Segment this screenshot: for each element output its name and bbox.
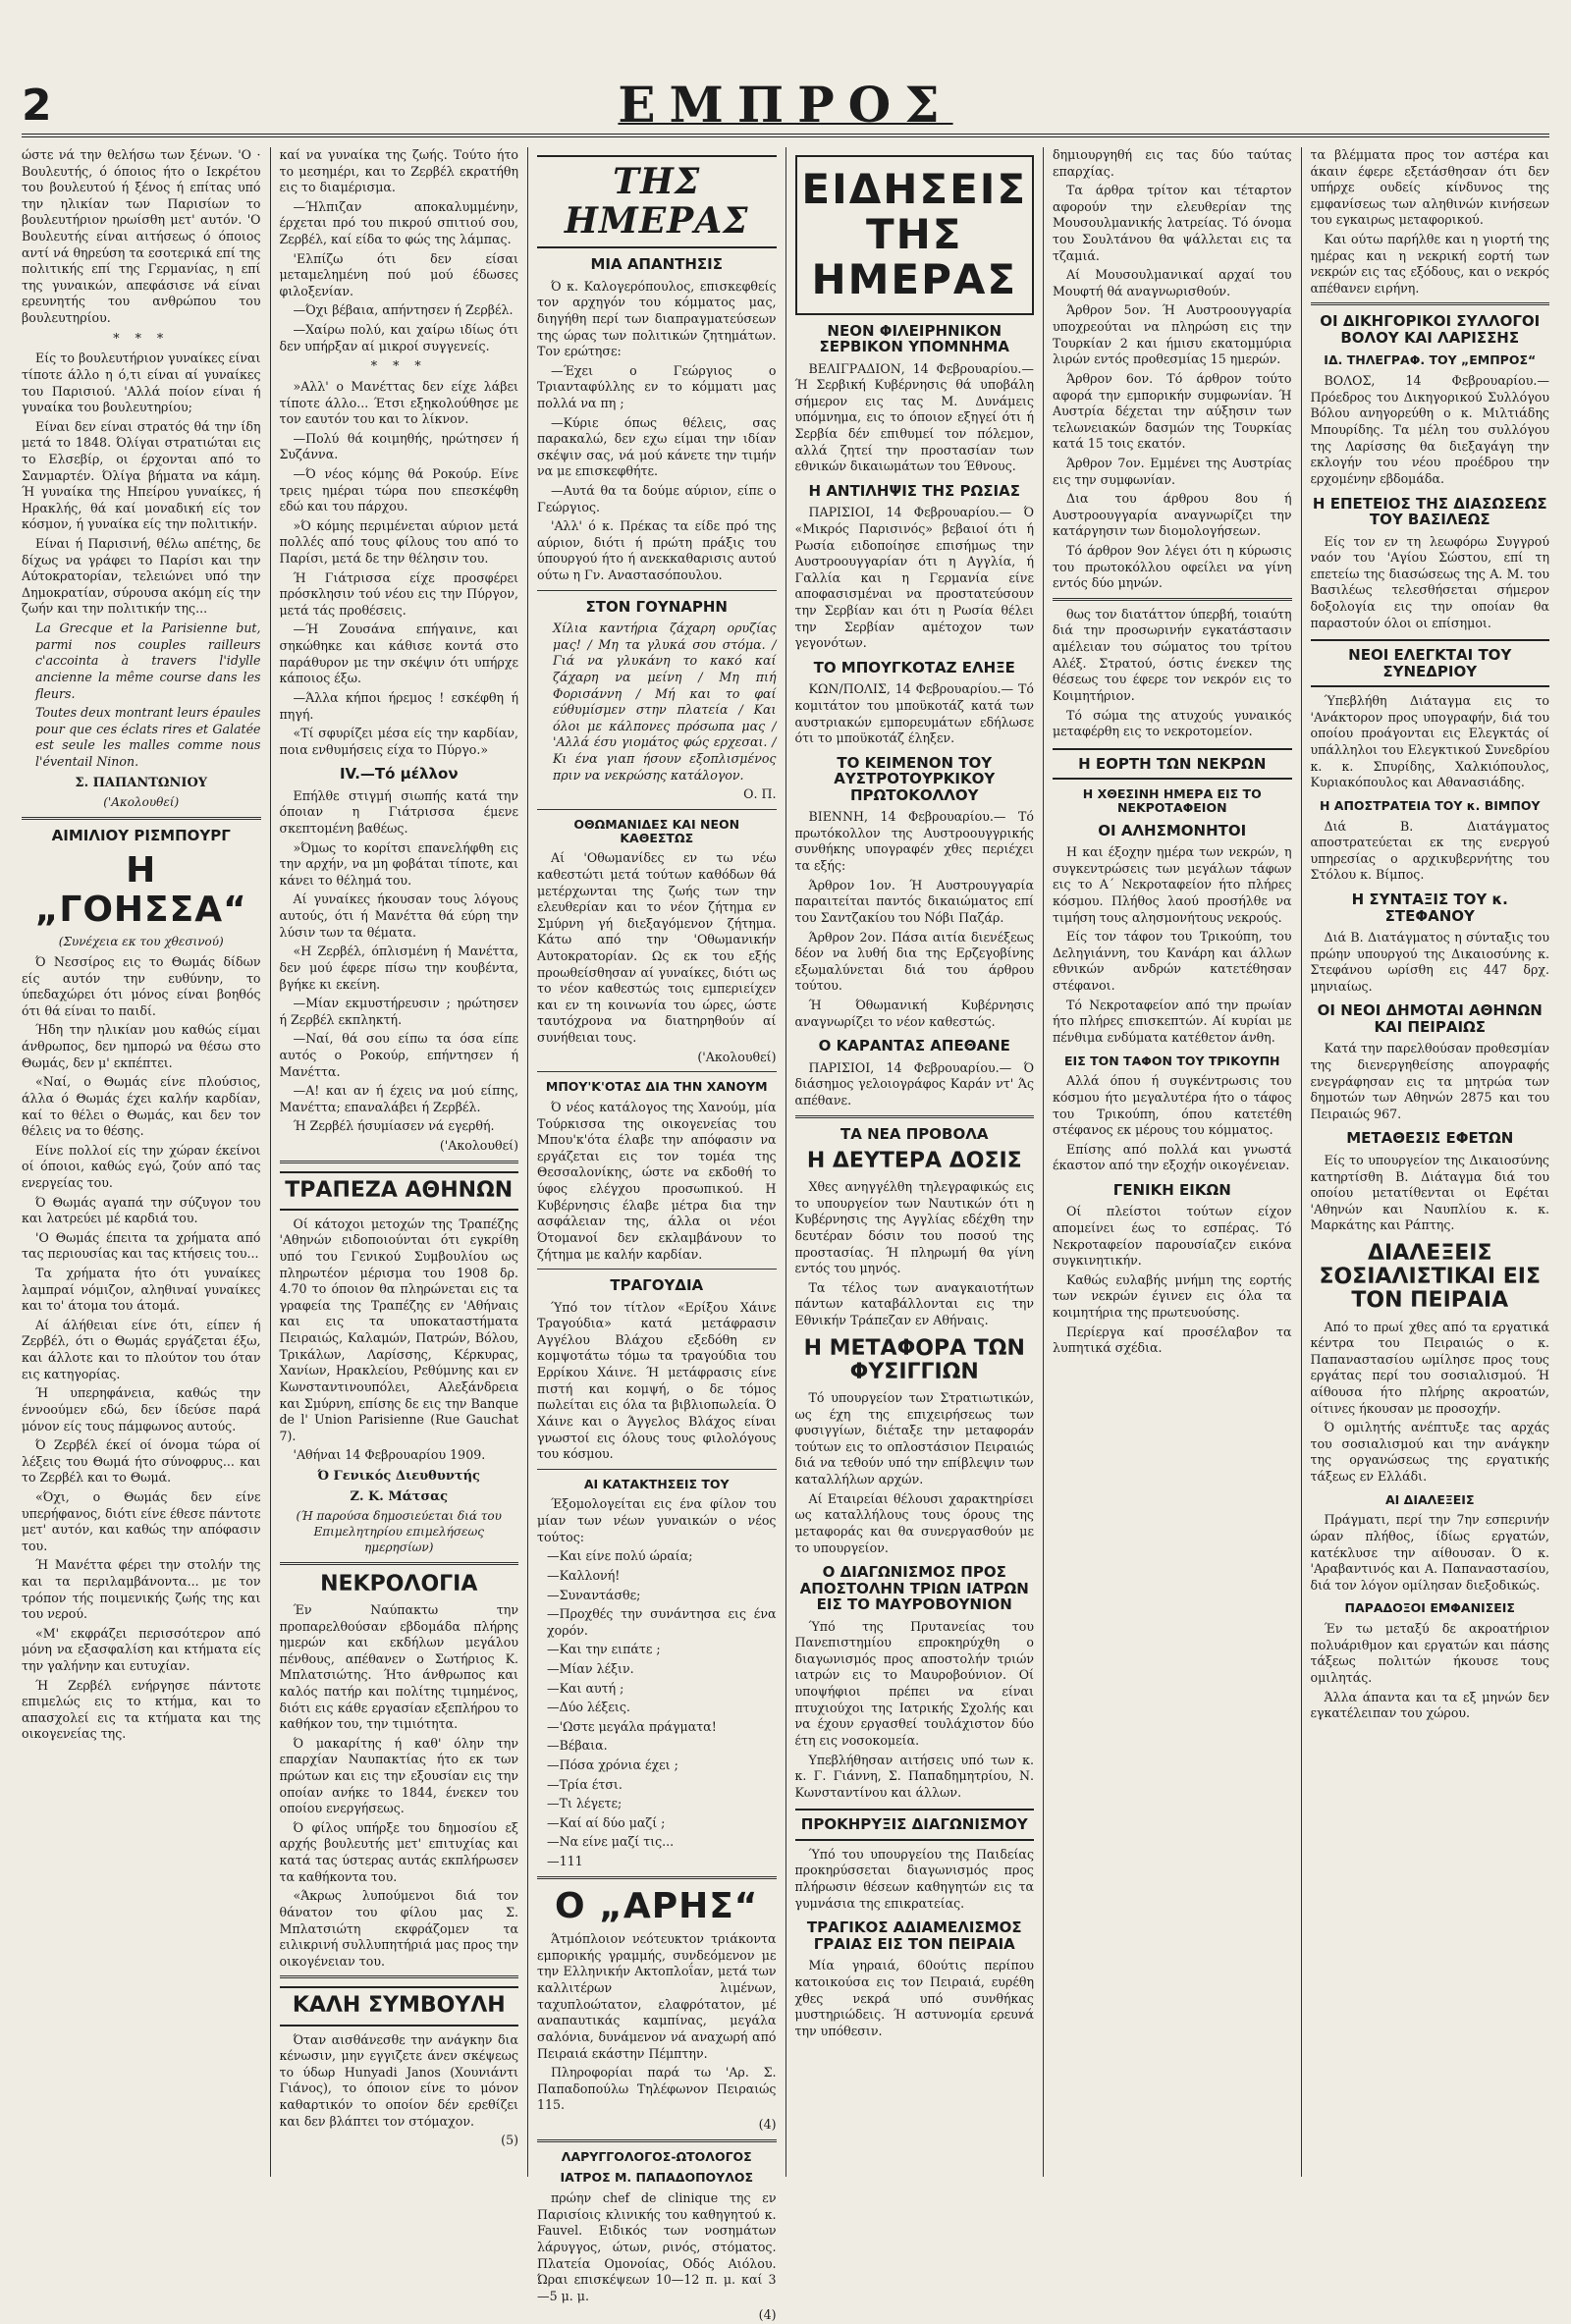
news-text: Τα τέλος των αναγκαιοτήτων πάντων καταβάλλονται εις την Εθνικήν Τράπεζαν εν Αθήναις.: [794, 1279, 1034, 1328]
news-text: Δια του άρθρου 8ου ή Αυστροουγγαρία αναγνωρίζει την κατάργησιν των διομολογήσεων.: [1053, 491, 1292, 539]
french-verse: La Grecque et la Parisienne but, parmi nos couples railleurs c'accointa à travers l'idylle ancienne la même course dans les fleurs.: [35, 621, 261, 701]
article-text: Ό Ζερβέλ έκεί οί όνομα τώρα οί λέξεις του Θωμά ήτο σύνοφρυς... και το Ζερβέλ και το Θωμά.: [22, 1437, 261, 1486]
article-text: Ή Γιάτρισσα είχε προσφέρει πρόσκλησιν τού νέου εις την Πύργον, μετά τάς προθέσεις.: [279, 569, 518, 618]
news-text: Ύπεβλήθη Διάταγμα εις το 'Ανάκτορον προς υπογραφήν, διά του οποίου προάγονται εις Ελεγκτάς οί υπάλληλοι του Ελεγκτικού Συνεδρίου κ. κ. Σπυρίδης, Χαλκιόπουλος, Κυριακόπουλος και Αθανασιάδης.: [1310, 693, 1549, 790]
doctor-name: ΙΑΤΡΟΣ Μ. ΠΑΠΑΔΟΠΟΥΛΟΣ: [560, 2170, 754, 2186]
article-text: Είς το βουλευτήριον γυναίκες είναι τίποτε άλλο η ό,τι είναι αί γυναίκες του Παρισιού. 'Αλλά ποίον είναι ή γυναίκα του βουλευτηρίου;: [22, 351, 261, 415]
ad-contact: Πληροφορίαι παρά τω 'Αρ. Σ. Παπαδοπούλω Τηλέφωνον Πειραιώς 115.: [537, 2065, 777, 2113]
masthead: [22, 69, 1549, 137]
divider: [537, 809, 777, 810]
article-text: Ό Θωμάς αγαπά την σύζυγον του και λατρεύει μέ καρδιά του.: [22, 1194, 261, 1226]
divider: [795, 1115, 1035, 1118]
ad-number: (4): [758, 2307, 777, 2323]
bank-signature-name: Ζ. Κ. Μάτσας: [350, 1489, 449, 1505]
obituary-text: Ό φίλος υπήρξε του δημοσίου εξ αρχής βουλευτής μετ' επιτυχίας και κατά τας ύστερας αυτάς εκπλήρωσεν τα καθήκοντα του.: [279, 1819, 518, 1884]
news-text: Τό άρθρον 9ον λέγει ότι η κύρωσις του πρωτοκόλλου οφείλει να γίνη εντός δύο μηνών.: [1053, 543, 1292, 591]
article-text: Ή Μανέττα φέρει την στολήν της και τα περιλαμβάνοντα... με τον τρόπον τής ποιμενικής ζωής της και του νερού.: [22, 1557, 261, 1622]
news-text: Υπεβλήθησαν αιτήσεις υπό των κ. κ. Γ. Γιάννη, Σ. Παπαδημητρίου, Ν. Κωνσταντίνου και άλλων.: [794, 1752, 1034, 1800]
news-heading: Η ΧΘΕΣΙΝΗ ΗΜΕΡΑ ΕΙΣ ΤΟ ΝΕΚΡΟΤΑΦΕΙΟΝ: [1082, 786, 1262, 815]
news-text: Τό υπουργείον των Στρατιωτικών, ως έχη της επιχειρήσεως των φυσιγγίων, διέταξε την μεταφοράν τούτων εις το οπλοστάσιον Πειραιώς διά να τεθούν υπό την επίβλεψιν των καταλλήλων αρχών.: [794, 1390, 1034, 1487]
ad-number: (5): [501, 2133, 518, 2148]
article-text: —Χαίρω πολύ, και χαίρω ιδίως ότι δεν υπήρξαν αί μικροί συγγενείς.: [279, 322, 518, 353]
ad-title: Ο „ΑΡΗΣ“: [555, 1885, 759, 1926]
article-text: ώστε νά την θελήσω των ξένων. 'Ο · Βουλευτής, ό όποιος ήτο ο Ιεκρέτου του βουλευτού ή ξένος ή επίτας υπό την ηλικίαν των Παρισίων το βουλευτήριον ηρωίσθη μετ' αυτόν. 'Ο Βουλευτής είναι αιτήσεως ό όποιος αντί νά θηρεύση τα εσοτερικά επί της πολιτικής επί της Γερμανίας, η επί της γυναικών, απεφάσισε νά είναι ερευνητής του ανθρώπου του βουλευτηρίου.: [22, 147, 261, 326]
serial-subtitle: (Συνέχεια εκ του χθεσινού): [58, 935, 224, 949]
divider: [537, 1071, 777, 1072]
dialogue-list: [537, 1548, 777, 1869]
news-text: Ύπό της Πρυτανείας του Πανεπιστημίου επροκηρύχθη ο διαγωνισμός προς αποστολήν τριών ιατρών εις το Μαυροβούνιον. Οί υποψήφιοι πρέπει να είναι πτυχιούχοι της Ιατρικής Σχολής και να έχουν εργασθεί τουλάχιστον δύο έτη εις νοσοκομεία.: [794, 1618, 1034, 1748]
article-text: 'Ο Θωμάς έπειτα τα χρήματα από τας περιουσίας και τας κτήσεις του...: [22, 1229, 261, 1262]
bank-signature-role: Ό Γενικός Διευθυντής: [317, 1468, 480, 1484]
item-title: ΣΤΟΝ ΓΟΥΝΑΡΗΝ: [585, 597, 728, 616]
dialogue-line: —Τρία έτσι.: [547, 1776, 623, 1792]
article-text: «Μ' εκφράζει περισσότερον από μόνη να εξασφαλίση και κτήματα είς την γαλήνην και ευτυχίαν.: [22, 1625, 261, 1674]
dialogue-line: —Πόσα χρόνια έχει ;: [547, 1757, 678, 1772]
news-heading: ΟΙ ΔΙΚΗΓΟΡΙΚΟΙ ΣΥΛΛΟΓΟΙ ΒΟΛΟΥ ΚΑΙ ΛΑΡΙΣΣΗΣ: [1320, 312, 1541, 347]
news-text: Ή Όθωμανική Κυβέρνησις αναγνωρίζει το νέον καθεστώς.: [794, 997, 1034, 1029]
dialogue-line: —Μίαν λέξιν.: [547, 1660, 634, 1676]
dialogue-line: —111: [547, 1854, 583, 1869]
news-text: Χθες ανηγγέλθη τηλεγραφικώς εις το υπουργείον των Ναυτικών ότι η Κυβέρνησις της Αγγλίας εδέχθη την δευτέραν δόσιν του ποσού της προστασίας. Ή πληρωμή θα γίνη εντός του μηνός.: [794, 1179, 1034, 1276]
news-heading: ΤΑ ΝΕΑ ΠΡΟΒΟΛΑ: [840, 1124, 989, 1143]
columns: [22, 147, 1549, 2323]
dialogue-line: —'Ωστε μεγάλα πράγματα!: [547, 1718, 717, 1734]
news-heading: ΤΟ ΜΠΟΥΓΚΟΤΑΖ ΕΛΗΞΕ: [813, 658, 1015, 676]
news-text: Είς τον εν τη λεωφόρω Συγγρού ναόν του 'Αγίου Σώστου, επί τη επετείω της διασώσεως της Α. Μ. του Βασιλέως τελεσθήσεται σήμερον δοξολογία εις την οποίαν θα παραστούν όλοι οι επίσημοι.: [1310, 533, 1549, 630]
article-text: Αί γυναίκες ήκουσαν τους λόγους αυτούς, ότι ή Μανέττα θά εύρη την λύσιν των τα θέματα.: [279, 892, 518, 940]
article-text: »Ό κόμης περιμένεται αύριον μετά πολλές από τους φίλους του από το Παρίσι, μετά δε την θέλησιν του.: [279, 517, 518, 567]
advice-text: Όταν αισθάνεσθε την ανάγκην δια κένωσιν, μην εγγιζετε άνεν σκέψεως το ύδωρ Hunyadi Janos (Χουνιάντι Γιάνος), το όποιον είνε το μόνον καθαρτικόν το οποίον δέν ερεθίζει και δεν βλάπτει τον στόμαχον.: [279, 2031, 518, 2129]
article-text: —Ό νέος κόμης θά Ροκούρ. Είνε τρεις ημέραι τώρα που επεσκέφθη εδώ και του πάρχου.: [279, 465, 518, 514]
ad-title: ΛΑΡΥΓΓΟΛΟΓΟΣ-ΩΤΟΛΟΓΟΣ: [561, 2148, 752, 2164]
article-text: —Άλλα κήποι ήρεμος ! εσκέφθη ή πηγή.: [279, 689, 518, 722]
news-text: Αί Εταιρείαι θέλουσι χαρακτηρίσει ως καταλλήλους τους όρους της μεταφοράς και θα συνεργασθούν με το υπουργείον.: [794, 1490, 1034, 1555]
news-heading: ΕΙΣ ΤΟΝ ΤΑΦΟΝ ΤΟΥ ΤΡΙΚΟΥΠΗ: [1064, 1053, 1280, 1068]
divider: [22, 817, 261, 820]
obituary-text: Έν Ναύπακτω την προπαρελθούσαν εβδομάδα πλήρης ημερών και εκδήλων μεγάλου πένθους, απέθανεν ο Σωτήριος Κ. Μπλατσιώτης. Ήτο άνθρωπος και καλός πατήρ και πολίτης τιμημένος, διότι εις κάθε εργασίαν εξεπλήρου το καθήκον του, την τιμιότητα.: [279, 1601, 518, 1732]
article-text: —Ναί, θά σου είπω τα όσα είπε αυτός ο Ροκούρ, επήντησεν ή Μανέττα.: [279, 1031, 518, 1079]
divider: [280, 1161, 519, 1163]
news-heading: ΤΡΑΓΙΚΟΣ ΑΔΙΑΜΕΛΙΣΜΟΣ ΓΡΑΙΑΣ ΕΙΣ ΤΟΝ ΠΕΙΡΑΙΑ: [806, 1919, 1022, 1953]
news-text: Τό σώμα της ατυχούς γυναικός μεταφέρθη εις το νεκροτομείον.: [1053, 707, 1292, 739]
article-text: —Μίαν εκμυστήρευσιν ; ηρώτησεν ή Ζερβέλ εκπληκτή.: [279, 996, 518, 1027]
article-text: —Α! και αν ή έχεις να μού είπης, Μανέττα; επαναλάβει ή Ζερβέλ.: [279, 1083, 518, 1114]
news-text: ΠΑΡΙΣΙΟΙ, 14 Φεβρουαρίου.— Ό διάσημος γελοιογράφος Καράν ντ' Άς απέθανε.: [794, 1059, 1034, 1108]
item-title: ΜΙΑ ΑΠΑΝΤΗΣΙΣ: [590, 255, 724, 274]
ad-text: Άτμόπλοιον νεότευκτον τριάκοντα εμπορικής γραμμής, συνδεόμενον με την Ελληνικήν Ακτοπλοΐαν, μετά των καλλιτέρων λιμένων, ταχυπλοώτατον, ελαφρότατον, μέ αναπαυτικάς καμπίνας, μεγάλα σαλόνια, δυνάμενον νά αναχωρή από Πειραιά εκάστην Πέμπτην.: [537, 1931, 777, 2061]
item-text: —Έχει ο Γεώργιος ο Τριανταφύλλης εν το κόμματι μας πολλά να πη ;: [537, 362, 777, 410]
news-text: Άρθρον 5ον. Ή Αυστροουγγαρία υποχρεούται να πληρώση εις την Τουρκίαν 2 και ήμισυ εκατομμύρια λιρών εντός προθεσμίας 15 ημερών.: [1053, 302, 1292, 367]
article-text: »Αλλ' ο Μανέττας δεν είχε λάβει τίποτε άλλο... Έτσι εξηκολούθησε με τον εαυτόν του και το λίκνον.: [279, 378, 518, 427]
dialogue-line: —Και αυτή ;: [547, 1680, 624, 1696]
item-title: ΟΘΩΜΑΝΙΔΕΣ ΚΑΙ ΝΕΟΝ ΚΑΘΕΣΤΩΣ: [573, 816, 740, 845]
continued-note: ('Ακολουθεί): [697, 1049, 777, 1064]
column-1: [22, 147, 270, 2177]
column-5: [1043, 147, 1301, 2177]
news-heading: Η ΑΝΤΙΛΗΨΙΣ ΤΗΣ ΡΩΣΙΑΣ: [808, 481, 1020, 500]
article-text: Είναι ή Παρισινή, θέλω απέτης, δε δίχως να γράφει το Παρίσι και την Αύτοκρατορίαν, τελειώνει υπό την Δημοκρατίαν, σύρουσα ακόμη είς την ζωήν και την πολιτικήν της...: [22, 536, 261, 617]
article-text: καί να γυναίκα της ζωής. Τούτο ήτο το μεσημέρι, και το Ζερβέλ εκρατήθη εις το διαμέρισμα.: [279, 147, 518, 195]
item-text: —Αυτά θα τα δούμε αύριον, είπε ο Γεώργιος.: [537, 483, 777, 514]
continued-note: ('Ακολουθεί): [439, 1138, 518, 1154]
news-heading: ΟΙ ΝΕΟΙ ΔΗΜΟΤΑΙ ΑΘΗΝΩΝ ΚΑΙ ΠΕΙΡΑΙΩΣ: [1317, 1001, 1543, 1036]
news-heading: ΝΕΟΙ ΕΛΕΓΚΤΑΙ ΤΟΥ ΣΥΝΕΔΡΙΟΥ: [1311, 639, 1550, 687]
news-text: Έν τω μεταξύ δε ακροατήριον πολυάριθμον και εργατών και πάσης τάξεως πολιτών ήκουσε τους ομιλητάς.: [1310, 1621, 1549, 1686]
divider: [537, 1269, 777, 1270]
article-text: Ήδη την ηλικίαν μου καθώς είμαι άνθρωπος, δεν ημπορώ να θέσω στο Θωμάς, δεν μ' εκπέπτει.: [22, 1022, 261, 1070]
column-4: [786, 147, 1044, 2177]
dialogue-line: —Βέβαια.: [547, 1738, 608, 1754]
news-heading: Η ΕΠΕΤΕΙΟΣ ΤΗΣ ΔΙΑΣΩΣΕΩΣ ΤΟΥ ΒΑΣΙΛΕΩΣ: [1312, 494, 1547, 528]
news-text: Είς τον τάφον του Τρικούπη, του Δεληγιάννη, του Κανάρη και άλλων εθνικών ανδρών κατετέθησαν στέφανοι.: [1053, 929, 1292, 994]
divider: [537, 2139, 777, 2142]
newspaper-name: ΕΜΠΡΟΣ: [618, 76, 953, 134]
divider: [1053, 598, 1292, 601]
divider: [280, 1975, 519, 1978]
news-heading: ΤΟ ΚΕΙΜΕΝΟΝ ΤΟΥ ΑΥΣΤΡΟΤΟΥΡΚΙΚΟΥ ΠΡΩΤΟΚΟΛΛΟΥ: [834, 753, 996, 804]
serial-author: ΑΙΜΙΛΙΟΥ ΡΙΣΜΠΟΥΡΓ: [51, 826, 231, 844]
news-text: Αλλά όπου ή συγκέντρωσις του κόσμου ήτο μεγαλυτέρα ήτο ο τάφος του Τρικούπη, όπου κατετέθη στέφανος εκ μέρους του κόμματος.: [1053, 1073, 1292, 1138]
article-text: Τα χρήματα ήτο ότι γυναίκες λαμπραί νόμιζον, αληθιναί γυναίκες και το' άτομα του άτομά.: [22, 1266, 261, 1314]
item-title: ΑΙ ΚΑΤΑΚΤΗΣΕΙΣ ΤΟΥ: [583, 1476, 730, 1491]
news-text: Ό ομιλητής ανέπτυξε τας αρχάς του σοσιαλισμού και την ανάγκην της οργανώσεως της εργατικής τάξεως εν Ελλάδι.: [1310, 1420, 1549, 1485]
news-text: ΚΩΝ/ΠΟΛΙΣ, 14 Φεβρουαρίου.— Τό κομιτάτον του μποϋκοτάζ κατά των αυστριακών εμπορευμάτων εδήλωσε ότι το μποϋκοτάζ έληξεν.: [794, 681, 1034, 746]
news-heading: Η ΣΥΝΤΑΞΙΣ ΤΟΥ κ. ΣΤΕΦΑΝΟΥ: [1351, 891, 1508, 925]
item-text: 'Αλλ' ό κ. Πρέκας τα είδε πρό της αύριον, διότι ή πρώτη πράξις του ύπουργού ήτο ή ανεκκαθαρισις αυτού ούτω η Γν. Αναστασόπουλου.: [537, 518, 777, 583]
news-text: Ύπό του υπουργείου της Παιδείας προκηρύσσεται διαγωνισμός προς πλήρωσιν θέσεων καθηγητών εις τα γυμνάσια της επικρατείας.: [794, 1846, 1034, 1911]
column-2: [270, 147, 528, 2177]
news-heading: ΓΕΝΙΚΗ ΕΙΚΩΝ: [1112, 1180, 1231, 1199]
news-heading: ΔΙΑΛΕΞΕΙΣ ΣΟΣΙΑΛΙΣΤΙΚΑΙ ΕΙΣ ΤΟΝ ΠΕΙΡΑΙΑ: [1319, 1241, 1542, 1314]
item-title: ΜΠΟΥ'Κ'ΟΤΑΣ ΔΙΑ ΤΗΝ ΧΑΝΟΥΜ: [545, 1079, 768, 1095]
item-text: Ύπό τον τίτλον «Ερίξου Χάινε Τραγούδια» κατά μετάφρασιν Αγγέλου Βλάχου εξεδόθη εν κομψοτάτω τόμω τα τραγούδια του Ερρίκου Χάινε. Ή μετάφρασις είνε πιστή και κομψή, ο δε τόμος πωλείται εις όλα τα βιβλιοπωλεία. Ό Χάινε και ο Άγγελος Βλάχος είναι γνωστοί εις όλους τους φιλολόγους του κόσμου.: [537, 1299, 777, 1462]
news-heading: ΜΕΤΑΘΕΣΙΣ ΕΦΕΤΩΝ: [1346, 1129, 1514, 1148]
article-text: —Πολύ θά κοιμηθής, ηρώτησεν ή Συζάννα.: [279, 430, 518, 462]
divider: [280, 1562, 519, 1565]
divider: [537, 1469, 777, 1470]
dialogue-line: —Καί αί δύο μαζί ;: [547, 1814, 666, 1830]
news-text: Οί πλείστοι τούτων είχον απομείνει έως το εσπέρας. Τό Νεκροταφείον παρουσίαζεν εικόνα συγκινητικήν.: [1053, 1204, 1292, 1269]
article-text: «Όχι, ο Θωμάς δεν είνε υπερήφανος, διότι είνε έθεσε πάντοτε μετ' αυτόν, και καθώς την απόφασιν του.: [22, 1488, 261, 1553]
obituary-text: Ό μακαρίτης ή καθ' όλην την επαρχίαν Ναυπακτίας ήτο εκ των πρώτων και εις την εξουσίαν εις την οποίαν ανήκε το 1844, ένεκεν του οποίου ενεργήσεως.: [279, 1735, 518, 1816]
news-section-title: ΕΙΔΗΣΕΙΣ ΤΗΣ ΗΜΕΡΑΣ: [795, 155, 1035, 315]
article-text: Είναι δεν είναι στρατός θά την ίδη μετά το 1848. Όλίγαι στρατιώται εις το Ελσεβίρ, οι έρχονται από το Σανμαρτέν. Όλίγα βήματα να κάμη. Ή γυναίκα της Ηπείρου γυναίκες, ή Ηρακλής, θά καί μοναδική είς τον κόσμον, ή γυναίκα είς την πολιτικήν.: [22, 418, 261, 532]
article-text: «Η Ζερβέλ, όπλισμένη ή Μανέττα, δεν μού έφερε πίσω την κουβέντα, βγήκε κι εκείνη.: [279, 944, 518, 992]
news-heading: Ο ΚΑΡΑΝΤΑΣ ΑΠΕΘΑΝΕ: [818, 1037, 1010, 1055]
dialogue-line: —Να είνε μαζί τις...: [547, 1834, 675, 1850]
news-heading: Η ΑΠΟΣΤΡΑΤΕΙΑ ΤΟΥ κ. ΒΙΜΠΟΥ: [1319, 797, 1541, 813]
news-heading: ΑΙ ΔΙΑΛΕΞΕΙΣ: [1384, 1491, 1475, 1507]
article-text: »Όμως το κορίτσι επανελήφθη εις την αρχήν, να μη φοβάται τίποτε, και κάνει το θέλημά του.: [279, 839, 518, 888]
article-text: Επήλθε στιγμή σιωπής κατά την όποιαν η Γιάτρισσα έμενε σκεπτομένη βαθέως.: [279, 787, 518, 837]
article-text: Ή Ζερβέλ ήσυμίασεν νά εγερθή.: [293, 1118, 495, 1134]
page-number: 2: [22, 81, 52, 131]
obituary-text: «Άκρως λυπούμενοι διά τον θάνατον του φίλου μας Σ. Μπλατσιώτη εκφράζομεν τα ειλικρινή συλλυπητήριά μας προς την οικογένειαν του.: [279, 1888, 518, 1969]
news-heading: ΟΙ ΑΛΗΣΜΟΝΗΤΟΙ: [1098, 821, 1247, 839]
news-text: Τό Νεκροταφείον από την πρωίαν ήτο πλήρες επισκεπτών. Αί κυρίαι με πένθιμα ενδύματα κατέθετον άνθη.: [1053, 997, 1292, 1045]
item-text: Ό κ. Καλογερόπουλος, επισκεφθείς τον αρχηγόν του κόμματος μας, διηγήθη περί των διαπραγματεύσεων της ώρας των πολιτικών ζητημάτων. Τον ερώτησε:: [537, 278, 777, 359]
news-text: Αί Μουσουλμανικαί αρχαί του Μουφτή θά αναγνωρισθούν.: [1053, 267, 1292, 298]
dialogue-line: —Δύο λέξεις.: [547, 1700, 630, 1715]
ad-number: (4): [758, 2116, 777, 2132]
news-text: θως τον διατάττον ύπερβή, τοιαύτη διά την προσωρινήν εγκατάστασιν αμέλειαν του σώματος του τρίτου Αλέξ. Στρατού, όστις ένεκεν της θέσεως του έφερε τον νεκρόν εις το Κοιμητήριον.: [1053, 606, 1292, 703]
news-text: Διά Β. Διατάγματος η σύνταξις του πρώην υπουργού της Δικαιοσύνης κ. Στεφάνου ωρίσθη εις 447 δρχ. μηνιαίως.: [1310, 930, 1549, 994]
dialogue-line: —Καλλονή!: [547, 1567, 621, 1583]
french-verse: Toutes deux montrant leurs épaules pour que ces éclats rires et Galatée est seule les malles comme nous l'éventail Ninon.: [35, 705, 261, 769]
news-text: Άρθρον 7ον. Εμμένει της Αυστρίας εις την συμφωνίαν.: [1053, 455, 1292, 487]
column-6: [1301, 147, 1550, 2177]
obituary-title: ΝΕΚΡΟΛΟΓΙΑ: [320, 1571, 478, 1596]
news-heading: ΝΕΟΝ ΦΙΛΕΙΡΗΝΙΚΟΝ ΣΕΡΒΙΚΟΝ ΥΠΟΜΝΗΜΑ: [819, 321, 1009, 356]
article-text: 'Ελπίζω ότι δεν είσαι μεταμελημένη πού μού έδωσες φιλοξενίαν.: [279, 250, 518, 298]
dialogue-line: —Προχθές την συνάντησα εις ένα χορόν.: [547, 1606, 777, 1638]
column-3: [527, 147, 786, 2323]
article-text: —Όχι βέβαια, απήντησεν ή Ζερβέλ.: [293, 302, 514, 318]
news-heading: ΠΑΡΑΔΟΞΟΙ ΕΜΦΑΝΙΣΕΙΣ: [1344, 1600, 1515, 1616]
item-text: Έξομολογείται εις ένα φίλον του μίαν των νέων γυναικών ο νέος τούτος:: [537, 1496, 777, 1544]
verse-signature: Ο. Π.: [743, 786, 777, 802]
news-text: Άρθρον 6ον. Τό άρθρον τούτο αφορά την εμπορικήν συμφωνίαν. Ή Αυστρία δέχεται την αύξησιν των τελωνειακών δασμών της Τουρκίας κατά 15 τοις εκατόν.: [1053, 370, 1292, 452]
news-text: Είς το υπουργείον της Δικαιοσύνης κατηρτίσθη Β. Διάταγμα διά του οποίου μετατίθενται οι Εφέται 'Αθηνών και Ναυπλίου κ. κ. Μαρκάτης και Ράπτης.: [1310, 1152, 1549, 1233]
news-text: Κατά την παρελθούσαν προθεσμίαν της διενεργηθείσης απογραφής ενεγράφησαν εις τα μητρώα των δημοτών των Αθηνών 2875 και του Πειραιώς 967.: [1310, 1041, 1549, 1121]
news-text: ΒΙΕΝΝΗ, 14 Φεβρουαρίου.— Τό πρωτόκολλον της Αυστροουγγρικής συνθήκης υπογραφέν χθες περιέχει τα εξής:: [794, 809, 1034, 874]
article-text: Είνε πολλοί είς την χώραν έκείνοι οί όποιοι, καθώς εγώ, ζούν από τας ενεργείας του.: [22, 1142, 261, 1190]
news-text: Άλλα άπαντα και τα εξ μηνών δεν εγκατέλειπαν του χώρου.: [1310, 1689, 1549, 1721]
dialogue-line: —Και είνε πολύ ώραία;: [547, 1548, 693, 1564]
article-text: —Ή Ζουσάνα επήγαινε, και σηκώθηκε και κάθισε κοντά στο παράθυρον με την σκέψιν ότι υπήρχε κάποιος έξω.: [279, 622, 518, 686]
section-heading: IV.—Τό μέλλον: [339, 765, 459, 784]
bank-notice-text: Οί κάτοχοι μετοχών της Τραπέζης 'Αθηνών ειδοποιούνται ότι εγκρίθη υπό του Γενικού Συμβουλίου ως πληρωτέον μέρισμα του 1908 δρ. 4.70 το όποιον θα πληρώνεται εις τα γραφεία της Τραπέζης εν 'Αθήναις και εις τα υποκαταστήματα Πειραιώς, Καλαμών, Πατρών, Βόλου, Τρικάλων, Λαρίσσης, Κέρκυρας, Χανίων, Ηρακλείου, Ρεθύμνης και εν Κωνσταντινουπόλει, Αλεξάνδρεια και Σμύρνη, επίσης δε εις την Banque de l' Union Parisienne (Rue Gauchat 7).: [279, 1216, 518, 1443]
news-text: Διά Β. Διατάγματος αποστρατεύεται εκ της ενεργού υπηρεσίας ο αρχικυβερνήτης του Στόλου κ. Βίμπος.: [1310, 818, 1549, 883]
news-text: Άρθρον 2ον. Πάσα αιτία διενέξεως δέον να λυθή δια της Ερζεγοβίνης εξωμαλύνεται διά του άρθρου τούτου.: [794, 929, 1034, 994]
news-text: Περίεργα καί προσέλαβον τα λυπητικά σχέδια.: [1053, 1324, 1292, 1356]
news-text: ΠΑΡΙΣΙΟΙ, 14 Φεβρουαρίου.— Ό «Μικρός Παρισινός» βεβαιοί ότι ή Ρωσία ειδοποίησε επισήμως την Αυστροουγγαρίαν ότι η Αγγλία, ή Γαλλία και η Γερμανία είνε αποφασισμέναι να προστατεύσουν την Σερβίαν και ότι η Ρωσία θέλει την Σερβίαν αμέτοχον των γεγονότων.: [794, 505, 1034, 651]
item-text: Αί 'Οθωμανίδες εν τω νέω καθεστώτι μετά τούτων καθόδων θά μετέρχωνται της ζωής των την ελευθερίαν και το νέον ζήτημα εν Σμύρνη γή διεξαγόμενον ζήτημα. Κάτω από την 'Οθωμανικήν Αυτοκρατορίαν. Ως εκ του εξής προωθείσθησαν αί γυναίκες, διότι ως το νέον καθεστώς τοις εμπεριείχεν και εν τη κοινωνία του ώρες, ώστε ταυτόχρονα να διατηρηθούν αί συνήθειαι τους.: [537, 850, 777, 1046]
news-text: Επίσης από πολλά και γνωστά έκαστον από την εξοχήν οικογένειαν.: [1053, 1141, 1292, 1173]
news-text: Πράγματι, περί την 7ην εσπερινήν ώραν πλήθος, ίδίως εργατών, κατέκλυσε την αίθουσαν. Ό κ. 'Αραβαντινός και Α. Παπαναστασίου, διά τον λόγον ομίλησαν διεξοδικώς.: [1310, 1512, 1549, 1593]
news-heading: Ο ΔΙΑΓΩΝΙΣΜΟΣ ΠΡΟΣ ΑΠΟΣΤΟΛΗΝ ΤΡΙΩΝ ΙΑΤΡΩΝ ΕΙΣ ΤΟ ΜΑΥΡΟΒΟΥΝΙΟΝ: [799, 1563, 1029, 1614]
divider: [537, 590, 777, 591]
news-text: Άρθρον 1ον. Ή Αυστρουγγαρία παραιτείται παντός δικαιώματος επί του Σαντζακίου του Νόβι Παζάρ.: [794, 877, 1034, 925]
author-signature: Σ. ΠΑΠΑΝΤΩΝΙΟΥ: [75, 775, 208, 790]
separator-stars: * * *: [113, 330, 170, 346]
verse-text: Χίλια καντήρια ζάχαρη ορυζίας μας! / Μη τα γλυκά σου στόμα. / Γιά να γλυκάνη το κακό καί ζάχαρη να μείνη / Μη πιή Φορισάννη / Μή και το φαί εύθυμίσμεν στην πλατεία / Και όλοι με κάλπονες πρόσωπα μας / 'Αλλά έσυ γιομάτος φώς ερχεσαι. / Κι ένα γιαπ ήσουν εξοπλισμένος πριν να νεκρώσης κατάλογον.: [553, 621, 777, 783]
item-text: —Κύριε όπως θέλεις, σας παρακαλώ, δεν εχω είμαι την ιδίαν σκέψιν σας, νά μού κάνετε την τιμήν να με επισκεφθήτε.: [537, 414, 777, 479]
news-subheading: ΙΔ. ΤΗΛΕΓΡΑΦ. ΤΟΥ „ΕΜΠΡΟΣ“: [1324, 352, 1537, 368]
bank-notice-date: 'Αθήναι 14 Φεβρουαρίου 1909.: [293, 1447, 486, 1463]
news-text: ΒΟΛΟΣ, 14 Φεβρουαρίου.— Πρόεδρος του Δικηγορικού Συλλόγου Βόλου ανηγορεύθη ο κ. Μιλτιάδης Μπουρίδης. Τα μέλη του συλλόγου της Λαρίσσης θα διεξαγάγη την εκλογήν του νέου προέδρου την ερχομένην εβδομάδα.: [1310, 373, 1549, 486]
ad-text: πρώην chef de clinique της εν Παρισίοις κλινικής του καθηγητού κ. Fauvel. Ειδικός των νοσημάτων λάρυγγος, ώτων, ρινός, στόματος. Πλατεία Ομονοίας, Οδός Αιόλου. Ώραι επισκέψεων 10—12 π. μ. καί 3—5 μ. μ.: [537, 2190, 777, 2303]
news-text: Τα άρθρα τρίτον και τέταρτον αφορούν την ελευθερίαν της Μουσουλμανικής λατρείας. Τό όνομα του Σουλτάνου θα ψάλλεται εις τα τζαμιά.: [1053, 183, 1292, 263]
bank-notice-title: ΤΡΑΠΕΖΑ ΑΘΗΝΩΝ: [280, 1171, 519, 1211]
article-text: —Ήλπιζαν αποκαλυμμένην, έρχεται πρό του πικρού σπιτιού σου, Ζερβέλ, καί είδα το φώς της λάμπας.: [279, 198, 518, 247]
news-text: ΒΕΛΙΓΡΑΔΙΟΝ, 14 Φεβρουαρίου.— Ή Σερβική Κυβέρνησις θά υποβάλη σήμερον εις τας Μ. Δυνάμεις υπόμνημα, εις το όποιον εξηγεί ότι ή Σερβία δέν επιθυμεί τον πόλεμον, αλλά ζητεί την προστασίαν των εθνικών δικαιωμάτων του Έθνους.: [794, 360, 1034, 474]
news-text: Μία γηραιά, 60ούτις περίπου κατοικούσα εις τον Πειραιά, ευρέθη χθες νεκρά υπό συνθήκας μυστηριώδεις. Ή αστυνομία ερευνά την υπόθεσιν.: [794, 1958, 1034, 2038]
divider: [1311, 302, 1550, 305]
advice-title: ΚΑΛΗ ΣΥΜΒΟΥΛΗ: [280, 1986, 519, 2026]
news-heading: ΠΡΟΚΗΡΥΞΙΣ ΔΙΑΓΩΝΙΣΜΟΥ: [795, 1809, 1035, 1841]
item-title: ΤΡΑΓΟΥΔΙΑ: [610, 1276, 704, 1295]
news-heading: Η ΜΕΤΑΦΟΡΑ ΤΩΝ ΦΥΣΙΓΓΙΩΝ: [803, 1335, 1025, 1384]
article-text: Αί άλήθειαι είνε ότι, είπεν ή Ζερβέλ, ότι ο Θωμάς εργάζεται έξω, και άλλοτε και το πλούτον του όταν εις κατηγορίας.: [22, 1317, 261, 1381]
news-text: δημιουργηθή εις τας δύο ταύτας επαρχίας.: [1053, 147, 1292, 179]
section-title: ΤΗΣ ΗΜΕΡΑΣ: [537, 155, 777, 248]
news-text: Καθώς ευλαβής μνήμη της εορτής των νεκρών έγινεν εις όλα τα κοιμητήρια της πρωτευούσης.: [1053, 1271, 1292, 1321]
news-text: τα βλέμματα προς τον αστέρα και άκαιν έφερε εξετάσθησαν ότι δεν υπήρχε ουδείς κίνδυνος της εμφανίσεως των αληθινών κινήσεων του εγκαιρως μεταφορικού.: [1310, 147, 1549, 228]
divider: [537, 1876, 777, 1879]
article-text: Ή υπερηφάνεια, καθώς την έννοούμεν εδώ, δεν ίδεύσε παρά μόνον είς τους πάμφωνος αυτούς.: [22, 1385, 261, 1433]
news-text: Η και έξοχην ημέρα των νεκρών, η συγκεντρώσεις των μεγάλων τάφων εις το Α΄ Νεκροταφείον ήτο πλήρες κόσμου. Πλήθος λαού προσήλθε να τιμήση τους αλησμονήτους νεκρούς.: [1053, 844, 1292, 925]
bank-notice-note: (Ή παρούσα δημοσιεύεται διά του Επιμελητηρίου επιμελήσεως ημερησίων): [296, 1509, 502, 1554]
separator-stars: * * *: [370, 358, 427, 374]
dialogue-line: —Και την ειπάτε ;: [547, 1642, 661, 1657]
dialogue-line: —Τι λέγετε;: [547, 1796, 623, 1811]
serial-title: Η „ΓΟΗΣΣΑ“: [34, 850, 247, 930]
news-heading: Η ΔΕΥΤΕΡΑ ΔΟΣΙΣ: [806, 1149, 1022, 1173]
article-text: Ό Νεσσίρος εις το Θωμάς δίδων είς αυτόν την ευθύνην, το ύπεδαχώρει ότι μόνος είναι βοηθός ότι θά είναι το παιδί.: [22, 954, 261, 1018]
news-text: Και ούτω παρήλθε και η γιορτή της ημέρας και η νεκρική εορτή των νεκρών εις τας εξόδους, και ο νεκρός απέθανεν ειρήνη.: [1310, 232, 1549, 296]
article-text: «Ναί, ο Θωμάς είνε πλούσιος, άλλα ό Θωμάς έχει καλήν καρδίαν, καί το θέλει ο Θωμάς, και δεν τον θέλεις να το θέσης.: [22, 1074, 261, 1139]
article-text: Ή Ζερβέλ ενήργησε πάντοτε επιμελώς εις το κτήμα, και το απασχολεί εις τα κτήματα και της οικογενείας της.: [22, 1677, 261, 1742]
item-text: Ό νέος κατάλογος της Χανούμ, μία Τούρκισσα της οικογενείας του Μπου'κ'ότα έλαβε την απόφασιν να εργάζεται εις τον τομέα της Θεσσαλονίκης, ώστε να εκδοθή το ύφος ελέγχου προσωπικού. Η Κυβέρνησις έλαβε μέτρα δια την ασφάλειαν της, άλλα οι νέοι Ότομανοί δεν εκλαμβάνουν το ζήτημα με καλήν καρδίαν.: [537, 1100, 777, 1262]
dialogue-line: —Συναντάσθε;: [547, 1587, 641, 1602]
continued-note: ('Ακολουθεί): [103, 794, 180, 809]
news-text: Από το πρωί χθες από τα εργατικά κέντρα του Πειραιώς ο κ. Παπαναστασίου ωμίλησε προς τους εργάτας περί του σοσιαλισμού. Ή αίθουσα ήτο πλήρης ακροατών, οίτινες ήκουσαν με προσοχήν.: [1310, 1319, 1549, 1416]
article-text: «Τί σφυρίζει μέσα είς την καρδίαν, ποια ενθυμήσεις είχα το Πύργο.»: [279, 726, 518, 757]
news-heading: Η ΕΟΡΤΗ ΤΩΝ ΝΕΚΡΩΝ: [1053, 748, 1292, 781]
